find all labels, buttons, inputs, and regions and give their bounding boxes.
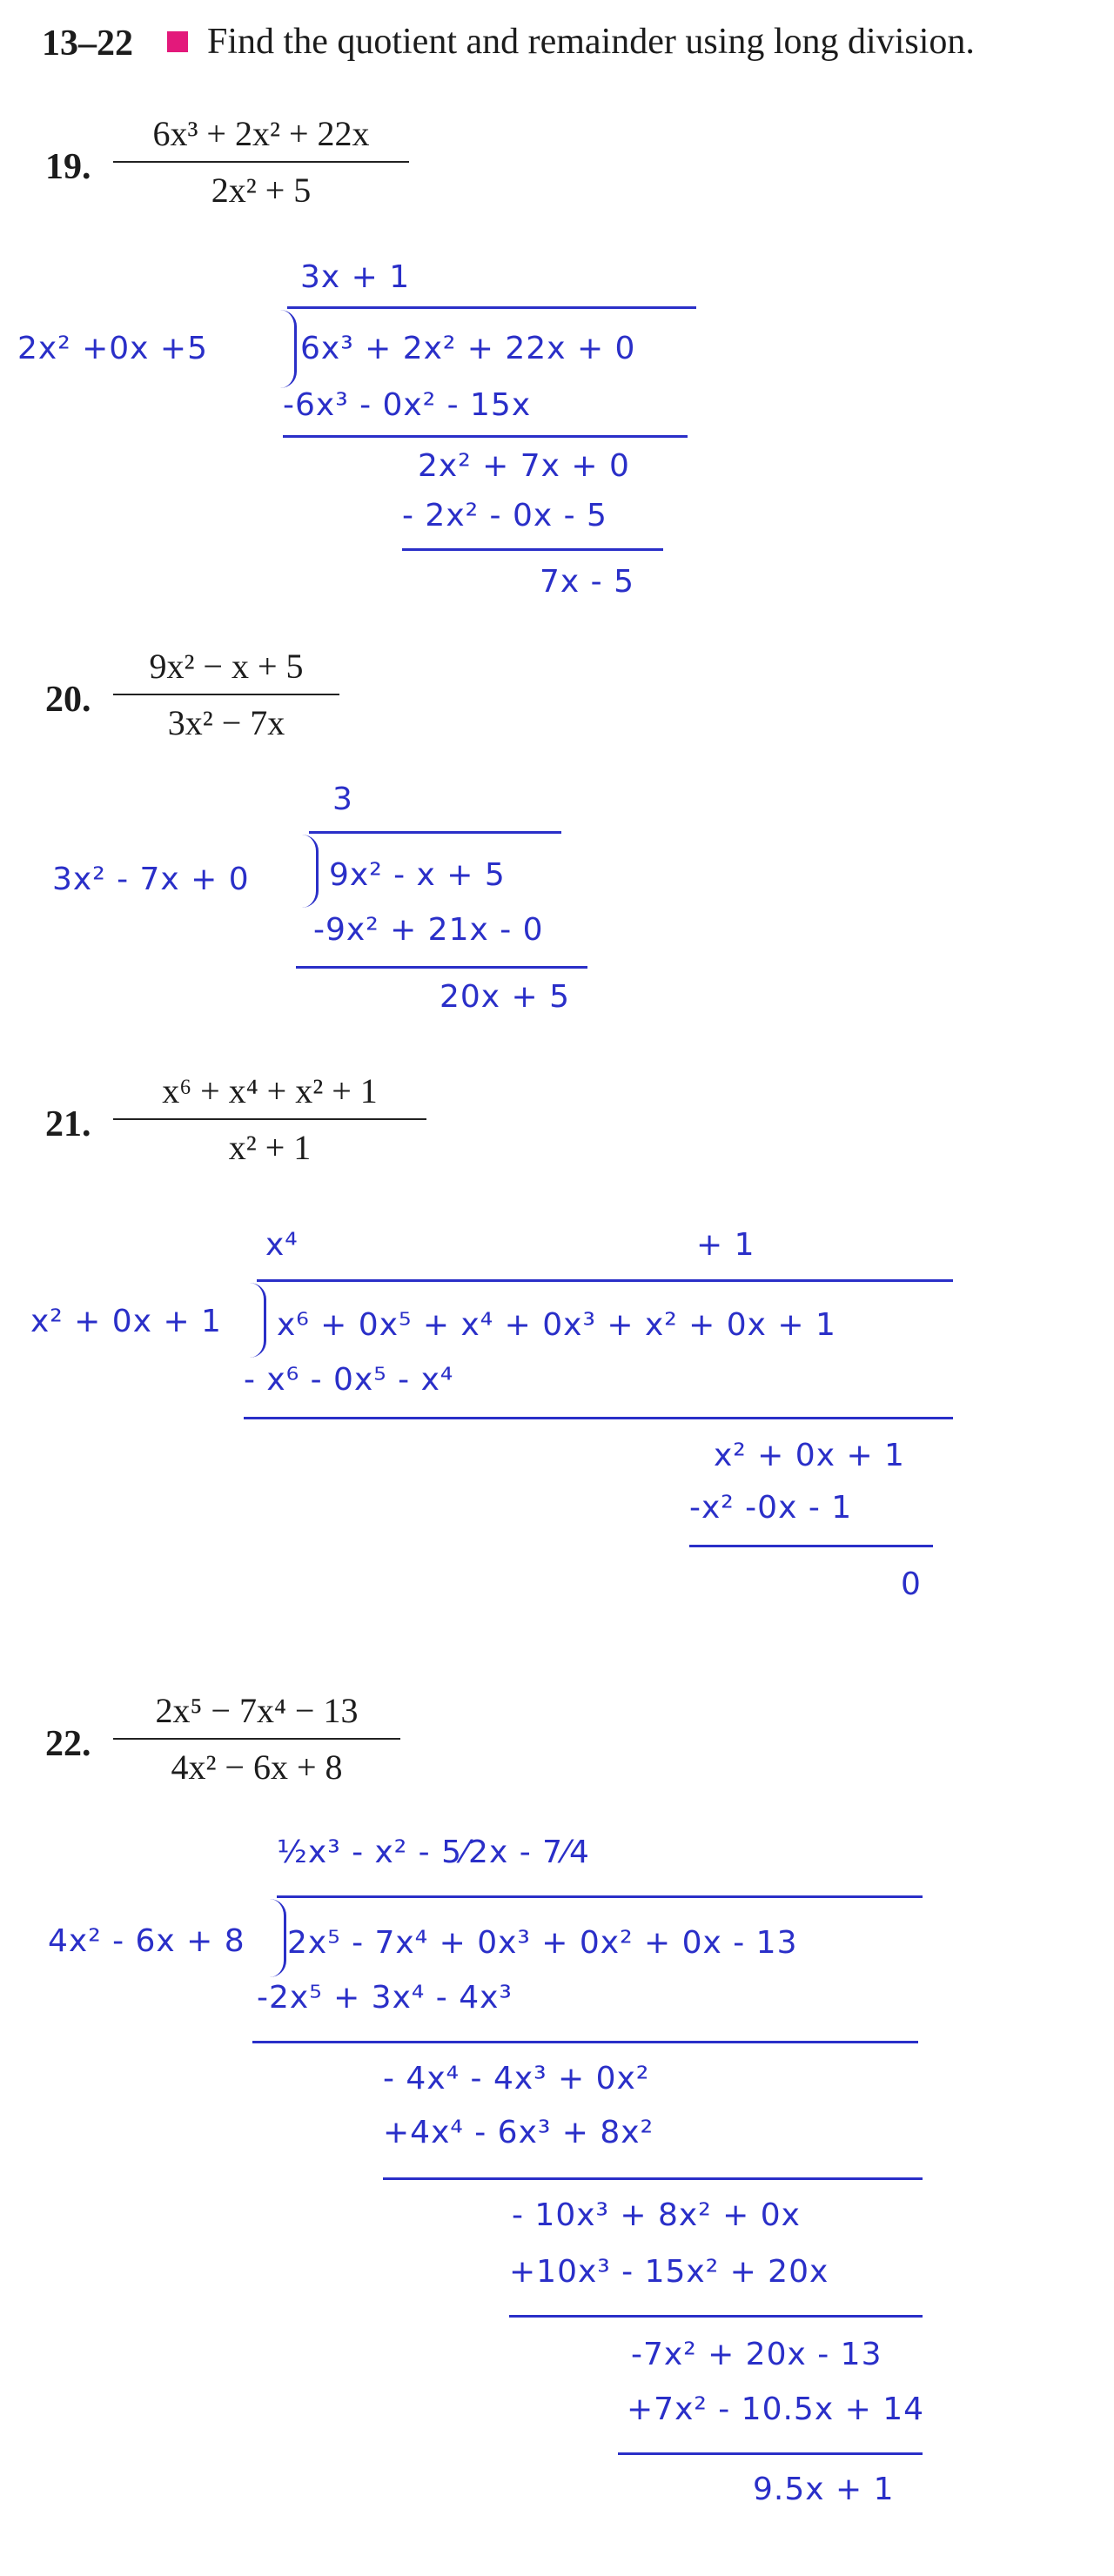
problem-fraction <box>113 1690 400 1788</box>
work-divider <box>383 2177 923 2180</box>
work-step: -x² -0x - 1 <box>689 1490 853 1526</box>
division-bar <box>257 1279 953 1282</box>
divisor: 3x² - 7x + 0 <box>52 862 250 897</box>
divisor: 4x² - 6x + 8 <box>48 1923 245 1959</box>
work-divider <box>618 2452 923 2455</box>
work-divider <box>283 435 688 438</box>
quotient: x⁴ <box>265 1227 299 1263</box>
problem-fraction <box>113 113 409 211</box>
problem-number: 20. <box>45 680 91 720</box>
work-step: -7x² + 20x - 13 <box>631 2337 882 2372</box>
problem-number: 19. <box>45 147 91 187</box>
instruction-text: Find the quotient and remainder using long division. <box>207 22 975 62</box>
work-divider <box>402 548 663 551</box>
division-bar <box>309 831 561 834</box>
divisor: x² + 0x + 1 <box>30 1304 222 1339</box>
work-step: - 2x² - 0x - 5 <box>402 498 607 533</box>
work-divider <box>509 2315 923 2318</box>
problem-number: 22. <box>45 1724 91 1764</box>
work-step: +10x³ - 15x² + 20x <box>509 2254 829 2290</box>
dividend: x⁶ + 0x⁵ + x⁴ + 0x³ + x² + 0x + 1 <box>277 1307 836 1343</box>
fraction-numerator: 9x² − x + 5 <box>149 647 304 686</box>
remainder: 7x - 5 <box>540 564 634 600</box>
division-bracket <box>280 310 297 388</box>
work-step: -9x² + 21x - 0 <box>313 912 544 948</box>
work-step: -2x⁵ + 3x⁴ - 4x³ <box>257 1980 513 2016</box>
work-step: - 4x⁴ - 4x³ + 0x² <box>383 2061 650 2096</box>
fraction-denominator: 2x² + 5 <box>211 171 312 210</box>
work-step: - 10x³ + 8x² + 0x <box>512 2197 801 2233</box>
problem-fraction <box>113 646 339 743</box>
fraction-numerator: 2x⁵ − 7x⁴ − 13 <box>155 1691 359 1730</box>
division-bracket <box>270 1899 286 1977</box>
problem-fraction <box>113 1070 426 1168</box>
work-divider <box>252 2041 918 2043</box>
bullet-square-icon <box>167 31 188 52</box>
work-step: -6x³ - 0x² - 15x <box>283 387 532 423</box>
division-bracket <box>302 835 319 908</box>
quotient: 3 <box>332 782 353 817</box>
work-step: - x⁶ - 0x⁵ - x⁴ <box>244 1362 454 1398</box>
work-step: x² + 0x + 1 <box>714 1438 905 1473</box>
fraction-numerator: x⁶ + x⁴ + x² + 1 <box>162 1071 378 1110</box>
remainder: 9.5x + 1 <box>753 2472 895 2507</box>
work-divider <box>244 1417 953 1419</box>
fraction-denominator: x² + 1 <box>228 1128 312 1167</box>
dividend: 2x⁵ - 7x⁴ + 0x³ + 0x² + 0x - 13 <box>287 1925 798 1961</box>
work-divider <box>296 966 587 969</box>
remainder: 20x + 5 <box>440 979 571 1015</box>
divisor: 2x² +0x +5 <box>17 331 208 366</box>
problem-range: 13–22 <box>42 23 133 64</box>
remainder: 0 <box>901 1566 922 1602</box>
work-step: +7x² - 10.5x + 14 <box>627 2392 925 2427</box>
division-bar <box>287 306 696 309</box>
work-step: 2x² + 7x + 0 <box>418 448 630 484</box>
fraction-denominator: 3x² − 7x <box>167 703 285 742</box>
fraction-denominator: 4x² − 6x + 8 <box>171 1748 343 1787</box>
dividend: 9x² - x + 5 <box>329 857 506 893</box>
work-divider <box>689 1545 933 1547</box>
quotient: + 1 <box>696 1227 755 1263</box>
fraction-numerator: 6x³ + 2x² + 22x <box>152 114 370 153</box>
problem-number: 21. <box>45 1104 91 1144</box>
work-step: +4x⁴ - 6x³ + 8x² <box>383 2115 654 2150</box>
dividend: 6x³ + 2x² + 22x + 0 <box>300 331 636 366</box>
division-bar <box>277 1895 923 1898</box>
quotient: ½x³ - x² - 5⁄2x - 7⁄4 <box>277 1835 590 1870</box>
division-bracket <box>250 1283 266 1358</box>
quotient: 3x + 1 <box>300 259 411 295</box>
